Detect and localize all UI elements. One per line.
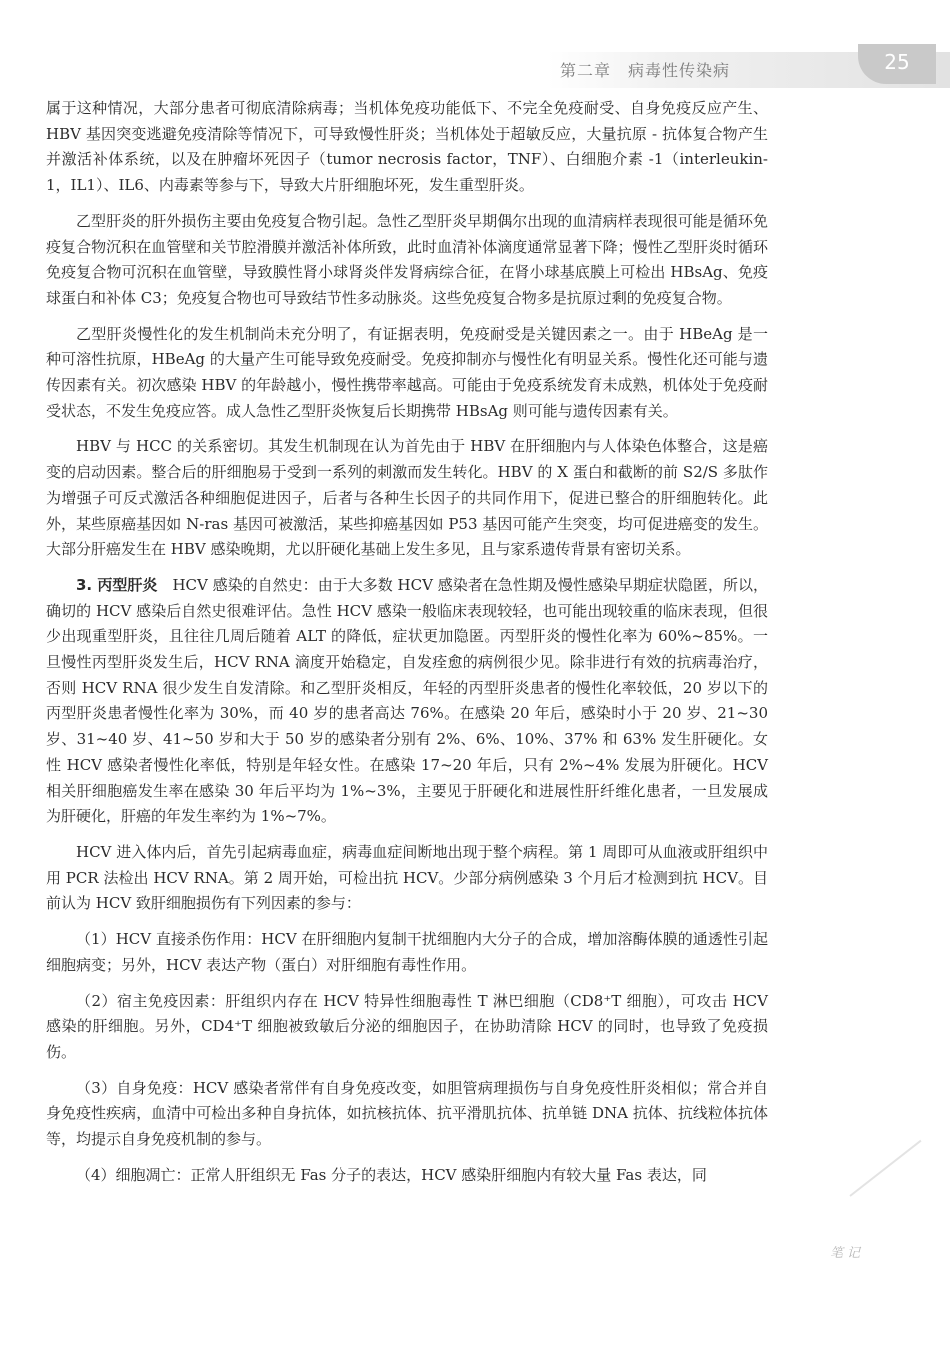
- paragraph: HBV 与 HCC 的关系密切。其发生机制现在认为首先由于 HBV 在肝细胞内与人体染色体整合，这是癌变的启动因素。整合后的肝细胞易于受到一系列的刺激而发生转化。HBV 的 X 蛋白和截断的前 S2/S 多肽作为增强子可反式激活各种细胞促进因子，后者与各种生长因子的共同作用下，促进已整合的肝细胞转化。此外，某些原癌基因如 N-ras 基因可被激活，某些抑癌基因如 P53 基因可能产生突变，均可促进癌变的发生。大部分肝癌发生在 HBV 感染晚期，尤以肝硬化基础上发生多见，且与家系遗传背景有密切关系。: [46, 437, 768, 559]
- list-item: （2）宿主免疫因素：肝组织内存在 HCV 特异性细胞毒性 T 淋巴细胞（CD8⁺T 细胞），可攻击 HCV 感染的肝细胞。另外，CD4⁺T 细胞被致敏后分泌的细胞因子，在协助清除 HCV 的同时，也导致了免疫损伤。: [46, 991, 768, 1061]
- chapter-title: 第二章 病毒性传染病: [560, 61, 731, 80]
- paragraph: HCV 进入体内后，首先引起病毒血症，病毒血症间断地出现于整个病程。第 1 周即可从血液或肝组织中用 PCR 法检出 HCV RNA。第 2 周开始，可检出抗 HCV。少部分病例感染 3 个月后才检测到抗 HCV。目前认为 HCV 致肝细胞损伤有下列因素的参与：: [46, 842, 768, 913]
- paragraph: 乙型肝炎慢性化的发生机制尚未充分明了，有证据表明，免疫耐受是关键因素之一。由于 HBeAg 是一种可溶性抗原，HBeAg 的大量产生可能导致免疫耐受。免疫抑制亦与慢性化有明显关系。慢性化还可能与遗传因素有关。初次感染 HBV 的年龄越小，慢性携带率越高。可能由于免疫系统发育未成熟，机体处于免疫耐受状态，不发生免疫应答。成人急性乙型肝炎恢复后长期携带 HBsAg 则可能与遗传因素有关。: [46, 324, 768, 420]
- list-item: （3）自身免疫：HCV 感染者常伴有自身免疫改变，如胆管病理损伤与自身免疫性肝炎相似；常合并自身免疫性疾病，血清中可检出多种自身抗体，如抗核抗体、抗平滑肌抗体、抗单链 DNA 抗体、抗线粒体抗体等，均提示自身免疫机制的参与。: [46, 1078, 768, 1149]
- notes-decoration: [849, 1140, 921, 1197]
- page-content: [46, 96, 768, 1198]
- list-item: （4）细胞凋亡：正常人肝组织无 Fas 分子的表达，HCV 感染肝细胞内有较大量 Fas 表达，同: [76, 1165, 707, 1184]
- paragraph: 属于这种情况，大部分患者可彻底清除病毒；当机体免疫功能低下、不完全免疫耐受、自身免疫反应产生、HBV 基因突变逃避免疫清除等情况下，可导致慢性肝炎；当机体处于超敏反应，大量抗原 - 抗体复合物产生并激活补体系统，以及在肿瘤坏死因子（tumor necrosis factor，TNF）、白细胞介素 -1（interleukin-1，IL1）、IL6、内毒素等参与下，导致大片肝细胞坏死，发生重型肝炎。: [46, 99, 768, 195]
- paragraph: 乙型肝炎的肝外损伤主要由免疫复合物引起。急性乙型肝炎早期偶尔出现的血清病样表现很可能是循环免疫复合物沉积在血管壁和关节腔滑膜并激活补体所致，此时血清补体滴度通常显著下降；慢性乙型肝炎时循环免疫复合物可沉积在血管壁，导致膜性肾小球肾炎伴发肾病综合征，在肾小球基底膜上可检出 HBsAg、免疫球蛋白和补体 C3；免疫复合物也可导致结节性多动脉炎。这些免疫复合物多是抗原过剩的免疫复合物。: [46, 211, 768, 307]
- page-header: [0, 44, 950, 94]
- page-number: 25: [858, 44, 936, 84]
- list-item: （1）HCV 直接杀伤作用：HCV 在肝细胞内复制干扰细胞内大分子的合成，增加溶酶体膜的通透性引起细胞病变；另外，HCV 表达产物（蛋白）对肝细胞有毒性作用。: [46, 930, 768, 974]
- margin-note-label: 笔记: [830, 1246, 865, 1261]
- section-heading: 3. 丙型肝炎: [76, 575, 158, 594]
- section-hepatitis-c: [46, 573, 768, 830]
- section-text: HCV 感染的自然史：由于大多数 HCV 感染者在急性期及慢性感染早期症状隐匿，所以，确切的 HCV 感染后自然史很难评估。急性 HCV 感染一般临床表现较轻，也可能出现较重的临床表现，但很少出现重型肝炎，且往往几周后随着 ALT 的降低，症状更加隐匿。丙型肝炎的慢性化率为 60%~85%。一旦慢性丙型肝炎发生后，HCV RNA 滴度开始稳定，自发痊愈的病例很少见。除非进行有效的抗病毒治疗，否则 HCV RNA 很少发生自发清除。和乙型肝炎相反，年轻的丙型肝炎患者的慢性化率较低，20 岁以下的丙型肝炎患者慢性化率为 30%，而 40 岁的患者高达 76%。在感染 20 年后，感染时小于 20 岁、21~30 岁、31~40 岁、41~50 岁和大于 50 岁的感染者分别有 2%、6%、10%、37% 和 63% 发生肝硬化。女性 HCV 感染者慢性化率低，特别是年轻女性。在感染 17~20 年后，只有 2%~4% 发展为肝硬化。HCV 相关肝细胞癌发生率在感染 30 年后平均为 1%~3%，主要见于肝硬化和进展性肝纤维化患者，一旦发展成为肝硬化，肝癌的年发生率约为 1%~7%。: [46, 575, 768, 826]
